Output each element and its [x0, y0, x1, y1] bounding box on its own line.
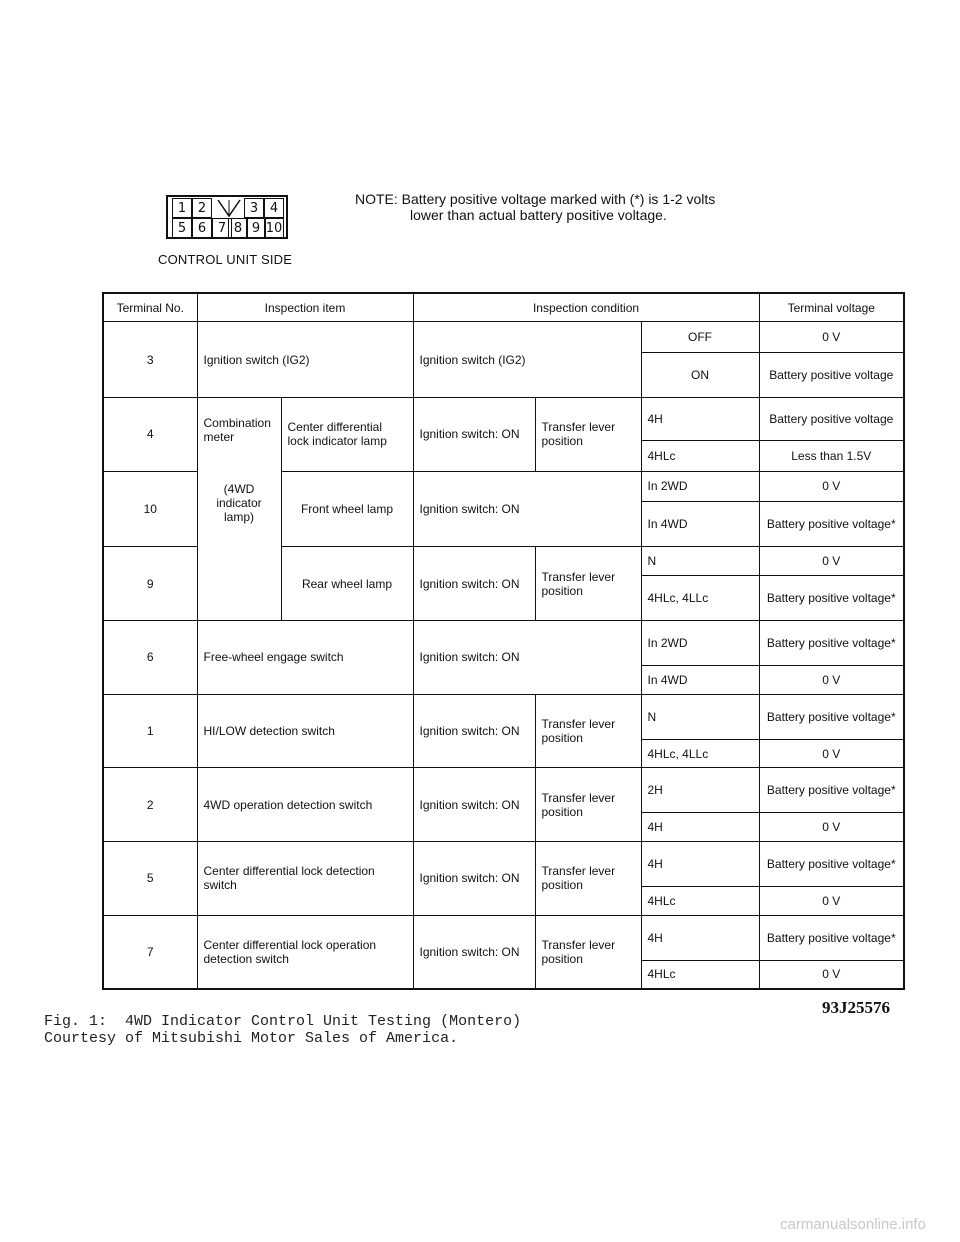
table-row	[103, 842, 904, 887]
combination-meter-label: Combination meter	[203, 415, 271, 444]
terminal-number: 5	[103, 842, 197, 916]
terminal-voltage: Battery positive voltage*	[759, 768, 904, 813]
condition-state: In 4WD	[641, 502, 759, 547]
table-row	[103, 322, 904, 353]
inspection-condition-detail: Transfer lever position	[535, 694, 641, 768]
inspection-item: Center differential lock operation detection switch	[197, 915, 413, 989]
condition-state: 4HLc	[641, 960, 759, 989]
inspection-item: HI/LOW detection switch	[197, 694, 413, 768]
terminal-voltage: Battery positive voltage*	[759, 842, 904, 887]
inspection-item: Rear wheel lamp	[281, 547, 413, 621]
inspection-condition: Ignition switch: ON	[413, 547, 535, 621]
connector-pin: 3	[244, 198, 264, 218]
connector-pin: 8	[228, 218, 248, 238]
header-inspection-condition: Inspection condition	[413, 293, 759, 322]
inspection-item: 4WD operation detection switch	[197, 768, 413, 842]
connector-pin: 5	[172, 218, 192, 238]
table-row	[103, 397, 904, 440]
note-line-2: lower than actual battery positive voltage.	[410, 207, 667, 223]
connector-key-mark-icon	[216, 198, 242, 218]
table-row	[103, 768, 904, 813]
header-terminal-voltage: Terminal voltage	[759, 293, 904, 322]
inspection-item: Center differential lock detection switch	[197, 842, 413, 916]
terminal-voltage: 0 V	[759, 547, 904, 576]
inspection-item: Front wheel lamp	[281, 471, 413, 547]
terminal-number: 1	[103, 694, 197, 768]
condition-state: In 4WD	[641, 666, 759, 695]
terminal-number: 2	[103, 768, 197, 842]
table-row	[103, 694, 904, 739]
combination-meter-group	[197, 397, 281, 620]
terminal-voltage: 0 V	[759, 813, 904, 842]
inspection-table	[102, 292, 905, 990]
condition-state: 4HLc, 4LLc	[641, 575, 759, 620]
inspection-condition: Ignition switch: ON	[413, 915, 535, 989]
inspection-item: Free-wheel engage switch	[197, 621, 413, 695]
connector-pin: 6	[192, 218, 212, 238]
header-terminal: Terminal No.	[103, 293, 197, 322]
inspection-condition: Ignition switch: ON	[413, 471, 641, 547]
connector-pin: 7	[212, 218, 232, 238]
condition-state: N	[641, 547, 759, 576]
inspection-item: Center differential lock indicator lamp	[281, 397, 413, 471]
condition-state: 4H	[641, 813, 759, 842]
connector-pin: 4	[264, 198, 284, 218]
inspection-condition: Ignition switch: ON	[413, 768, 535, 842]
terminal-number: 3	[103, 322, 197, 398]
inspection-condition-detail: Transfer lever position	[535, 547, 641, 621]
terminal-voltage: Battery positive voltage*	[759, 502, 904, 547]
condition-state: OFF	[641, 322, 759, 353]
connector-pin: 10	[264, 218, 284, 238]
note-line-1: NOTE: Battery positive voltage marked with (*) is 1-2 volts	[355, 191, 716, 207]
terminal-voltage: 0 V	[759, 666, 904, 695]
table-row	[103, 621, 904, 666]
condition-state: 4HLc	[641, 440, 759, 471]
inspection-condition: Ignition switch: ON	[413, 397, 535, 471]
terminal-number: 10	[103, 471, 197, 547]
condition-state: 4HLc, 4LLc	[641, 739, 759, 768]
condition-state: In 2WD	[641, 621, 759, 666]
figure-caption	[44, 1013, 521, 1047]
connector-diagram	[166, 195, 288, 239]
inspection-condition-detail: Transfer lever position	[535, 915, 641, 989]
terminal-voltage: 0 V	[759, 960, 904, 989]
table-row	[103, 915, 904, 960]
condition-state: In 2WD	[641, 471, 759, 502]
connector-pin: 9	[246, 218, 266, 238]
terminal-voltage: 0 V	[759, 739, 904, 768]
terminal-voltage: 0 V	[759, 322, 904, 353]
inspection-condition-detail: Transfer lever position	[535, 768, 641, 842]
terminal-voltage: Battery positive voltage	[759, 352, 904, 397]
terminal-voltage: Battery positive voltage*	[759, 915, 904, 960]
terminal-number: 4	[103, 397, 197, 471]
caption-line-1: Fig. 1: 4WD Indicator Control Unit Testing (Montero)	[44, 1013, 522, 1030]
terminal-number: 7	[103, 915, 197, 989]
voltage-note	[355, 191, 715, 223]
inspection-condition: Ignition switch: ON	[413, 694, 535, 768]
condition-state: 2H	[641, 768, 759, 813]
terminal-number: 6	[103, 621, 197, 695]
condition-state: 4HLc	[641, 887, 759, 916]
indicator-lamp-label: (4WD indicator lamp)	[216, 481, 262, 524]
inspection-condition: Ignition switch (IG2)	[413, 322, 641, 398]
condition-state: 4H	[641, 397, 759, 440]
condition-state: ON	[641, 352, 759, 397]
connector-pin: 2	[192, 198, 212, 218]
inspection-condition-detail: Transfer lever position	[535, 842, 641, 916]
terminal-voltage: Battery positive voltage*	[759, 575, 904, 620]
table-header-row	[103, 293, 904, 322]
connector-label: CONTROL UNIT SIDE	[158, 252, 293, 267]
header-inspection-item: Inspection item	[197, 293, 413, 322]
terminal-voltage: 0 V	[759, 471, 904, 502]
inspection-condition: Ignition switch: ON	[413, 842, 535, 916]
terminal-number: 9	[103, 547, 197, 621]
inspection-condition-detail: Transfer lever position	[535, 397, 641, 471]
terminal-voltage: Less than 1.5V	[759, 440, 904, 471]
terminal-voltage: Battery positive voltage*	[759, 694, 904, 739]
terminal-voltage: Battery positive voltage	[759, 397, 904, 440]
watermark: carmanualsonline.info	[780, 1216, 926, 1233]
inspection-condition: Ignition switch: ON	[413, 621, 641, 695]
condition-state: 4H	[641, 842, 759, 887]
terminal-voltage: Battery positive voltage*	[759, 621, 904, 666]
condition-state: 4H	[641, 915, 759, 960]
inspection-item: Ignition switch (IG2)	[197, 322, 413, 398]
caption-line-2: Courtesy of Mitsubishi Motor Sales of America.	[44, 1030, 459, 1047]
connector-pin: 1	[172, 198, 192, 218]
figure-id: 93J25576	[822, 998, 890, 1017]
condition-state: N	[641, 694, 759, 739]
terminal-voltage: 0 V	[759, 887, 904, 916]
